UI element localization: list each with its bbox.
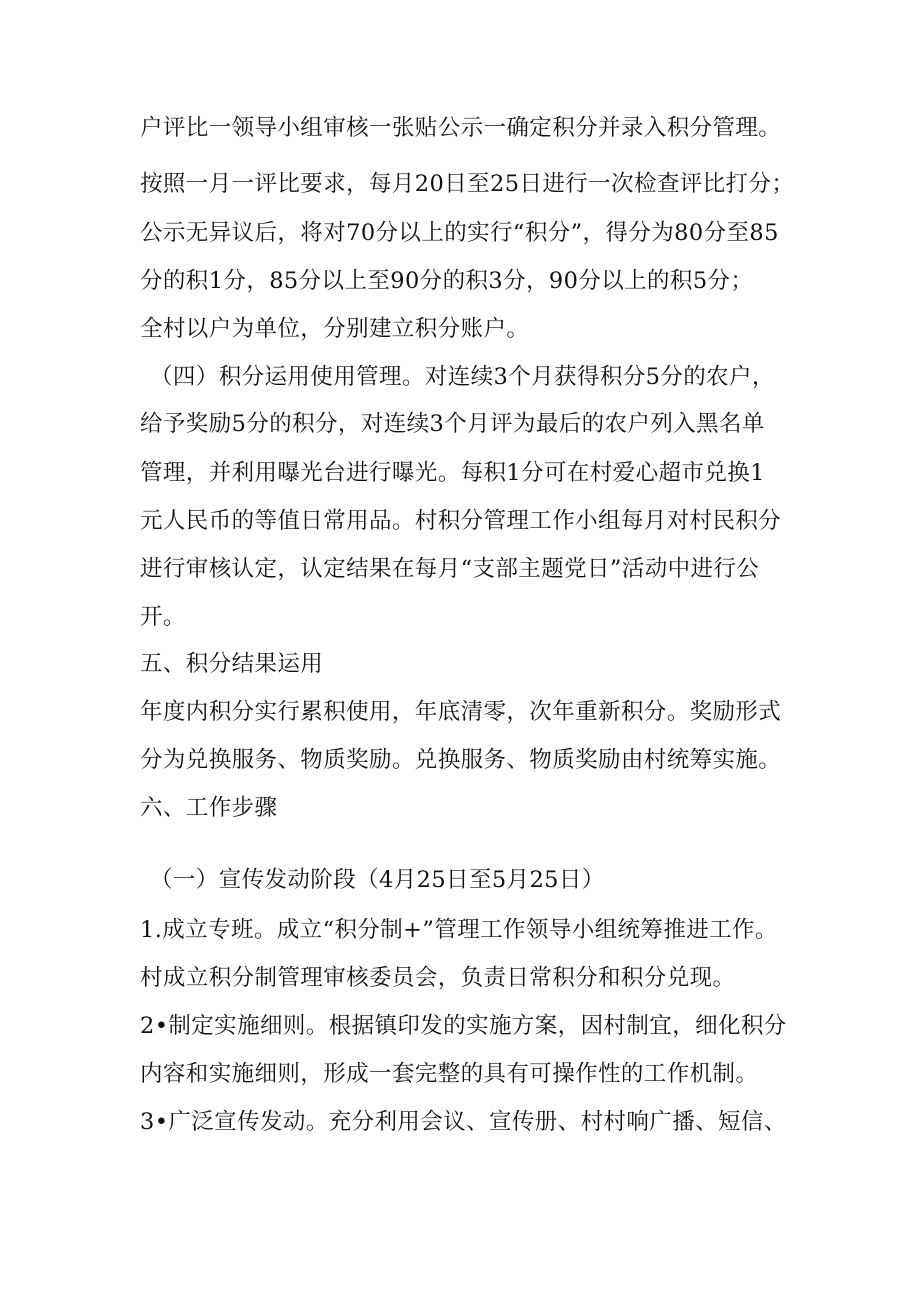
text-line-10: 进行审核认定，认定结果在每月“支部主题党日”活动中进行公	[140, 556, 760, 582]
text-line-11: 开。	[140, 604, 186, 630]
text-line-1: 户评比一领导小组审核一张贴公示一确定积分并录入积分管理。	[140, 115, 782, 141]
text-line-9: 元人民币的等值日常用品。村积分管理工作小组每月对村民积分	[140, 508, 782, 534]
text-line-19: 2•制定实施细则。根据镇印发的实施方案，因村制宜，细化积分	[140, 1013, 787, 1039]
text-line-5: 全村以户为单位，分别建立积分账户。	[140, 316, 530, 342]
section-heading-5: 五、积分结果运用	[140, 651, 324, 677]
text-line-7: 给予奖励5分的积分，对连续3个月评为最后的农户列入黑名单	[140, 411, 765, 437]
text-line-2: 按照一月一评比要求，每月20日至25日进行一次检查评比打分；	[140, 171, 795, 197]
text-line-6: （四）积分运用使用管理。对连续3个月获得积分5分的农户，	[150, 364, 775, 390]
text-line-17: 1.成立专班。成立“积分制+”管理工作领导小组统筹推进工作。	[140, 917, 778, 943]
text-line-8: 管理，并利用曝光台进行曝光。每积1分可在村爱心超市兑换1	[140, 460, 765, 486]
text-line-18: 村成立积分制管理审核委员会，负责日常积分和积分兑现。	[140, 965, 736, 991]
subsection-heading-1: （一）宣传发动阶段（4月25日至5月25日）	[150, 867, 605, 893]
text-line-21: 3•广泛宣传发动。充分利用会议、宣传册、村村响广播、短信、	[140, 1109, 787, 1135]
section-heading-6: 六、工作步骤	[140, 795, 278, 821]
text-line-3: 公示无异议后，将对70分以上的实行“积分”，得分为80分至85	[140, 220, 779, 246]
text-line-14: 分为兑换服务、物质奖励。兑换服务、物质奖励由村统筹实施。	[140, 747, 782, 773]
text-line-20: 内容和实施细则，形成一套完整的具有可操作性的工作机制。	[140, 1061, 759, 1087]
text-line-13: 年度内积分实行累积使用，年底清零，次年重新积分。奖励形式	[140, 699, 782, 725]
text-line-4: 分的积1分，85分以上至90分的积3分，90分以上的积5分；	[140, 268, 754, 294]
